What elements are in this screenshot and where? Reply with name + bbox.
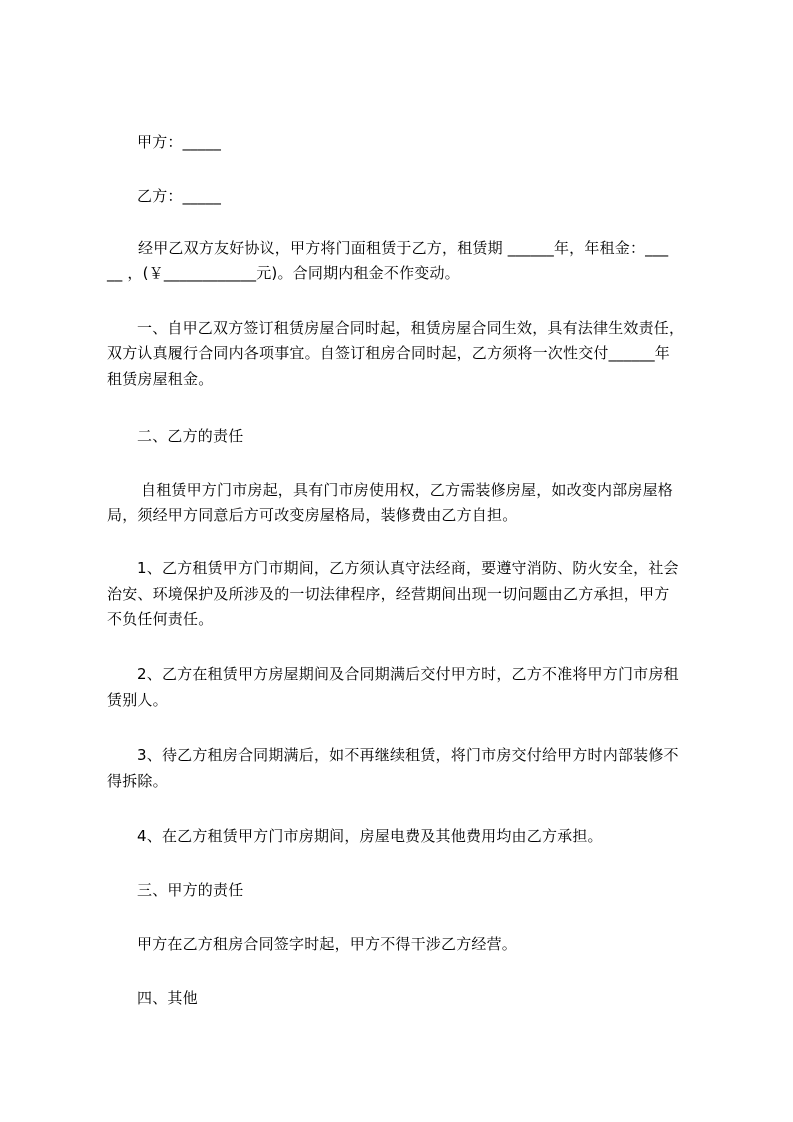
item-3-line-2: 得拆除。 xyxy=(107,772,168,790)
section-3-heading: 三、甲方的责任 xyxy=(137,881,244,899)
item-1-line-1: 1、乙方租赁甲方门市期间，乙方须认真守法经商，要遵守消防、防火安全，社会 xyxy=(137,559,679,577)
clause-1-line-3: 租赁房屋租金。 xyxy=(107,370,214,388)
item-1-line-2: 治安、环境保护及所涉及的一切法律程序，经营期间出现一切问题由乙方承担，甲方 xyxy=(107,585,670,603)
item-1-line-3: 不负任何责任。 xyxy=(107,610,214,628)
party-a-line: 甲方：_____ xyxy=(137,133,222,151)
intro-line-1: 经甲乙双方友好协议，甲方将门面租赁于乙方，租赁期 ______年，年租金：___ xyxy=(138,239,669,257)
item-2-line-2: 赁别人。 xyxy=(107,691,168,709)
item-2-line-1: 2、乙方在租赁甲方房屋期间及合同期满后交付甲方时，乙方不准将甲方门市房租 xyxy=(137,665,679,683)
clause-1-line-1: 一、自甲乙双方签订租赁房屋合同时起，租赁房屋合同生效，具有法律生效责任， xyxy=(137,319,685,337)
section-4-heading: 四、其他 xyxy=(137,989,198,1007)
section-2-para-line-1: 自租赁甲方门市房起，具有门市房使用权，乙方需装修房屋，如改变内部房屋格 xyxy=(141,481,674,499)
party-b-line: 乙方：_____ xyxy=(137,187,222,205)
section-2-para-line-2: 局，须经甲方同意后方可改变房屋格局，装修费由乙方自担。 xyxy=(107,506,518,524)
intro-line-2: __ ，(￥____________元)。合同期内租金不作变动。 xyxy=(107,264,460,282)
item-3-line-1: 3、待乙方租房合同期满后，如不再继续租赁，将门市房交付给甲方时内部装修不 xyxy=(137,746,679,764)
item-4-line: 4、在乙方租赁甲方门市房期间，房屋电费及其他费用均由乙方承担。 xyxy=(137,827,603,845)
clause-1-line-2: 双方认真履行合同内各项事宜。自签订租房合同时起，乙方须将一次性交付______年 xyxy=(107,344,671,362)
section-3-para: 甲方在乙方租房合同签字时起，甲方不得干涉乙方经营。 xyxy=(137,935,518,953)
section-2-heading: 二、乙方的责任 xyxy=(137,427,244,445)
